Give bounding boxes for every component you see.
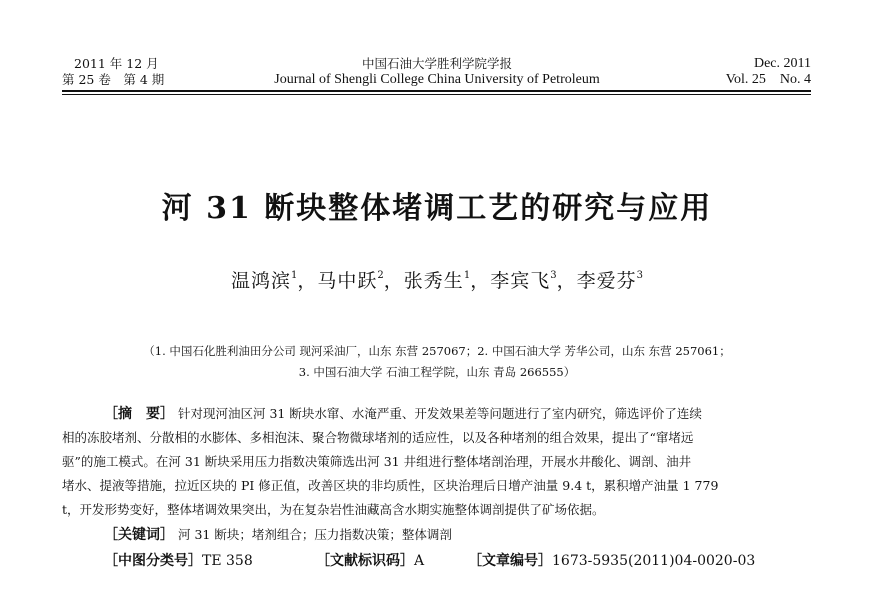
header-rule-thick <box>62 90 811 92</box>
header-rule-thin <box>62 94 811 95</box>
abstract-text: 针对现河油区河 31 断块水窜、水淹严重、开发效果差等问题进行了室内研究，筛选评价了连续 <box>177 406 702 421</box>
abstract-line-2: 相的冻胶堵剂、分散相的水膨体、多相泡沫、聚合物微球堵剂的适应性，以及各种堵剂的组合效果，提出了“窜堵远 <box>62 430 694 445</box>
paper-title: 河 31 断块整体堵调工艺的研究与应用 <box>161 191 713 226</box>
abstract-label: ［摘 要］ <box>104 406 174 422</box>
keywords-text: 河 31 断块；堵剂组合；压力指数决策；整体调剖 <box>177 527 452 542</box>
affiliation-line-1: （1. 中国石化胜利油田分公司 现河采油厂，山东 东营 257067；2. 中国石油大学 芳华公司，山东 东营 257061； <box>143 344 731 358</box>
author-affiliation-mark: 3 <box>636 270 643 281</box>
author-name: 李爱芬 <box>576 270 637 292</box>
document-code-value: A <box>414 553 425 569</box>
abstract-line-5: t，开发形势变好，整体堵调效果突出，为在复杂岩性油藏高含水期实施整体调剖提供了矿场依据。 <box>62 502 605 517</box>
header-journal-en: Journal of Shengli College China University of Petroleum <box>274 72 600 87</box>
header-date-en: Dec. 2011 <box>753 56 811 71</box>
author-name: 温鸿滨 <box>230 270 291 292</box>
keywords-label: ［关键词］ <box>104 527 174 543</box>
article-number-value: 1673-5935(2011)04-0020-03 <box>552 553 756 569</box>
author-name: 张秀生 <box>403 270 464 292</box>
author-name: 李宾飞 <box>490 270 551 292</box>
clc-number <box>104 550 253 570</box>
clc-label: ［中图分类号］ <box>104 553 202 569</box>
header-volume-cn: 第 25 卷 第 4 期 <box>62 72 165 87</box>
article-number-label: ［文章编号］ <box>468 553 552 569</box>
document-code <box>316 550 424 570</box>
header-date-cn: 2011 年 12 月 <box>74 56 159 71</box>
abstract-line-1 <box>104 403 702 425</box>
author-affiliation-mark: 2 <box>377 270 384 281</box>
header-journal-cn: 中国石油大学胜利学院学报 <box>361 56 512 71</box>
article-number <box>468 550 755 570</box>
abstract-line-3: 驱”的施工模式。在河 31 断块采用压力指数决策筛选出河 31 井组进行整体堵剖治理，开展水井酸化、调剖、油井 <box>62 454 692 469</box>
affiliation-line-2: 3. 中国石油大学 石油工程学院，山东 青岛 266555） <box>298 365 576 379</box>
abstract-line-4: 堵水、提液等措施，拉近区块的 PI 修正值，改善区块的非均质性，区块治理后日增产油量 9.4 t，累积增产油量 1 779 <box>62 478 719 493</box>
document-code-label: ［文献标识码］ <box>316 553 414 569</box>
author-name: 马中跃 <box>317 270 378 292</box>
author-affiliation-mark: 1 <box>463 270 471 281</box>
header-volume-en: Vol. 25 No. 4 <box>725 72 811 87</box>
author-affiliation-mark: 1 <box>291 270 298 281</box>
author-affiliation-mark: 3 <box>550 270 557 281</box>
clc-value: TE 358 <box>202 553 253 569</box>
author-list: 温鸿滨$^1$，马中跃$^2$，张秀生$^1$，李宾飞$^3$，李爱芬$^3$ <box>230 270 643 292</box>
keywords-line <box>104 524 452 546</box>
